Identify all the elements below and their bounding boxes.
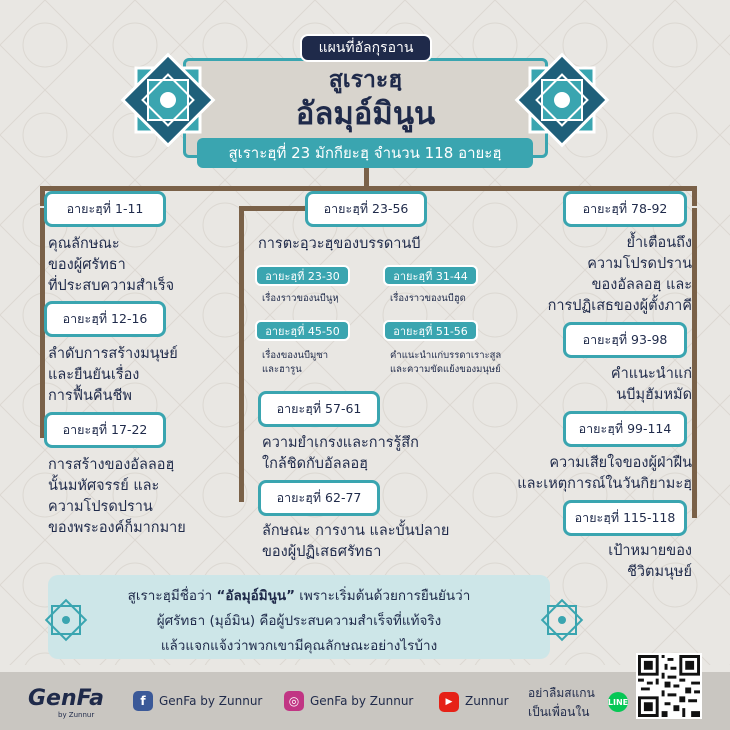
verse-label: อายะฮฺที่ 78-92 — [582, 201, 668, 216]
brand-logo: GenFa — [28, 686, 104, 711]
desc-line: เป้าหมายของ — [608, 543, 692, 559]
desc-line: เรื่องราวของนบีฮูด — [390, 293, 466, 304]
sub-desc-1 — [262, 292, 339, 306]
youtube-link[interactable]: Zunnur — [465, 694, 509, 708]
desc-line: ความเสียใจของผู้ฝ่าฝืน — [549, 455, 692, 471]
note-line-2: ผู้ศรัทธา (มุอ์มิน) คือผู้ประสบความสำเร็จที่แท้จริง — [156, 613, 442, 629]
youtube-icon[interactable]: ▶ — [439, 692, 459, 712]
desc-line: ย้ำเตือนถึง — [626, 235, 692, 251]
note-surah-name: “อัลมุอ์มินูน” — [216, 588, 295, 604]
desc-line: และความขัดแย้งของมนุษย์ — [390, 364, 501, 375]
verse-label: อายะฮฺที่ 115-118 — [574, 510, 676, 525]
desc-line: นั้นมหัศจรรย์ และ — [48, 478, 160, 494]
facebook-link[interactable]: GenFa by Zunnur — [159, 694, 263, 708]
verse-label: อายะฮฺที่ 62-77 — [276, 490, 362, 505]
desc-line: ของอัลลอฮฺ และ — [591, 277, 692, 293]
center-verse-main — [305, 191, 427, 227]
desc-line: ของผู้ศรัทธา — [48, 257, 126, 273]
verse-label: อายะฮฺที่ 17-22 — [62, 422, 148, 437]
desc-line: ของพระองค์ก็มากมาย — [48, 520, 186, 536]
desc-line: และยืนยันเรื่อง — [48, 367, 140, 383]
note-line-1 — [48, 584, 550, 606]
right-verse-1 — [563, 191, 687, 227]
surah-name: อัลมุอ์มินูน — [295, 96, 436, 132]
connector-center-bar — [239, 206, 309, 211]
verse-label: อายะฮฺที่ 57-61 — [276, 401, 362, 416]
desc-line: ลำดับการสร้างมนุษย์ — [48, 346, 178, 362]
connector-right-drop — [692, 186, 697, 206]
desc-line: ลักษณะ การงาน และบั้นปลาย — [262, 523, 450, 539]
desc-line: เรื่องของนบีมูซา — [262, 350, 329, 361]
left-verse-1 — [44, 191, 166, 227]
desc-line: การตะอฺวะฮฺของบรรดานบี — [258, 236, 421, 252]
verse-label: อายะฮฺที่ 51-56 — [393, 324, 468, 338]
desc-line: ของผู้ปฏิเสธศรัทธา — [262, 544, 382, 560]
star-ornament-icon — [120, 52, 216, 148]
star-ornament-icon — [540, 598, 584, 642]
right-verse-4 — [563, 500, 687, 536]
verse-label: อายะฮฺที่ 12-16 — [62, 311, 148, 326]
verse-label: อายะฮฺที่ 23-30 — [265, 269, 340, 283]
center-desc — [258, 234, 421, 255]
star-ornament-icon — [44, 598, 88, 642]
desc-line: การสร้างของอัลลอฮฺ — [48, 457, 175, 473]
left-verse-3 — [44, 412, 166, 448]
sub-desc-3 — [262, 349, 328, 377]
sub-verse-3 — [255, 320, 350, 341]
desc-line: ใกล้ชิดกับอัลลอฮฺ — [262, 456, 369, 472]
instagram-icon[interactable]: ◎ — [284, 691, 304, 711]
map-badge: แผนที่อัลกุรอาน — [300, 34, 432, 62]
desc-line: ความโปรดปราน — [48, 499, 153, 515]
desc-line: ที่ประสบความสำเร็จ — [48, 278, 175, 294]
note-text: สูเราะฮฺมีชื่อว่า — [127, 588, 213, 604]
center-verse-62 — [258, 480, 380, 516]
surah-info: สูเราะฮฺที่ 23 มักกียะฮฺ จำนวน 118 อายะฮฺ — [197, 138, 533, 168]
center-desc-57 — [262, 433, 419, 475]
desc-line: ความยำเกรงและการรู้สึก — [262, 435, 419, 451]
desc-line: ชีวิตมนุษย์ — [627, 564, 692, 580]
verse-label: อายะฮฺที่ 93-98 — [582, 332, 668, 347]
sub-verse-2 — [383, 265, 478, 286]
qr-code-icon — [636, 653, 702, 719]
connector-center-vertical — [239, 206, 244, 502]
right-desc-3 — [517, 453, 692, 495]
desc-line: เรื่องราวของนบีนูหฺ — [262, 293, 339, 304]
center-desc-62 — [262, 521, 449, 563]
right-desc-2 — [611, 364, 692, 406]
desc-line: คำแนะนำแก่ — [610, 366, 692, 382]
note-text: เพราะเริ่มต้นด้วยการยืนยันว่า — [299, 588, 471, 604]
left-desc-1 — [48, 234, 174, 297]
desc-line: นบีมุฮัมหมัด — [616, 387, 692, 403]
sub-desc-2 — [390, 292, 466, 306]
surah-label: สูเราะฮฺ — [328, 67, 403, 93]
right-desc-4 — [608, 541, 692, 583]
right-desc-1 — [548, 233, 692, 317]
desc-line: ความโปรดปราน — [587, 256, 692, 272]
brand-sub: by Zunnur — [58, 711, 95, 719]
desc-line: และฮารูน — [262, 364, 302, 375]
left-desc-3 — [48, 455, 186, 539]
line-text-1: อย่าลืมสแกน — [528, 686, 595, 700]
connector-right-mid — [692, 208, 697, 518]
desc-line: การฟื้นคืนชีพ — [48, 388, 132, 404]
instagram-link[interactable]: GenFa by Zunnur — [310, 694, 414, 708]
desc-line: คำแนะนำแก่บรรดาเราะสูล — [390, 350, 502, 361]
note-line-3: แล้วแจกแจ้งว่าพวกเขามีคุณลักษณะอย่างไรบ้าง — [160, 638, 438, 654]
line-text-2: เป็นเพื่อนใน — [528, 705, 590, 719]
verse-label: อายะฮฺที่ 23-56 — [323, 201, 409, 216]
verse-label: อายะฮฺที่ 1-11 — [66, 201, 144, 216]
verse-label: อายะฮฺที่ 31-44 — [393, 269, 468, 283]
left-verse-2 — [44, 301, 166, 337]
desc-line: และเหตุการณ์ในวันกิยามะฮฺ — [517, 476, 692, 492]
right-verse-2 — [563, 322, 687, 358]
sub-verse-4 — [383, 320, 478, 341]
facebook-icon[interactable]: f — [133, 691, 153, 711]
verse-label: อายะฮฺที่ 45-50 — [265, 324, 340, 338]
left-desc-2 — [48, 344, 178, 407]
verse-label: อายะฮฺที่ 99-114 — [578, 421, 672, 436]
center-verse-57 — [258, 391, 380, 427]
right-verse-3 — [563, 411, 687, 447]
sub-verse-1 — [255, 265, 350, 286]
desc-line: คุณลักษณะ — [48, 236, 120, 252]
line-icon[interactable]: LINE — [608, 692, 628, 712]
sub-desc-4 — [390, 349, 501, 377]
star-ornament-icon — [514, 52, 610, 148]
desc-line: การปฏิเสธของผู้ตั้งภาคี — [547, 298, 692, 314]
